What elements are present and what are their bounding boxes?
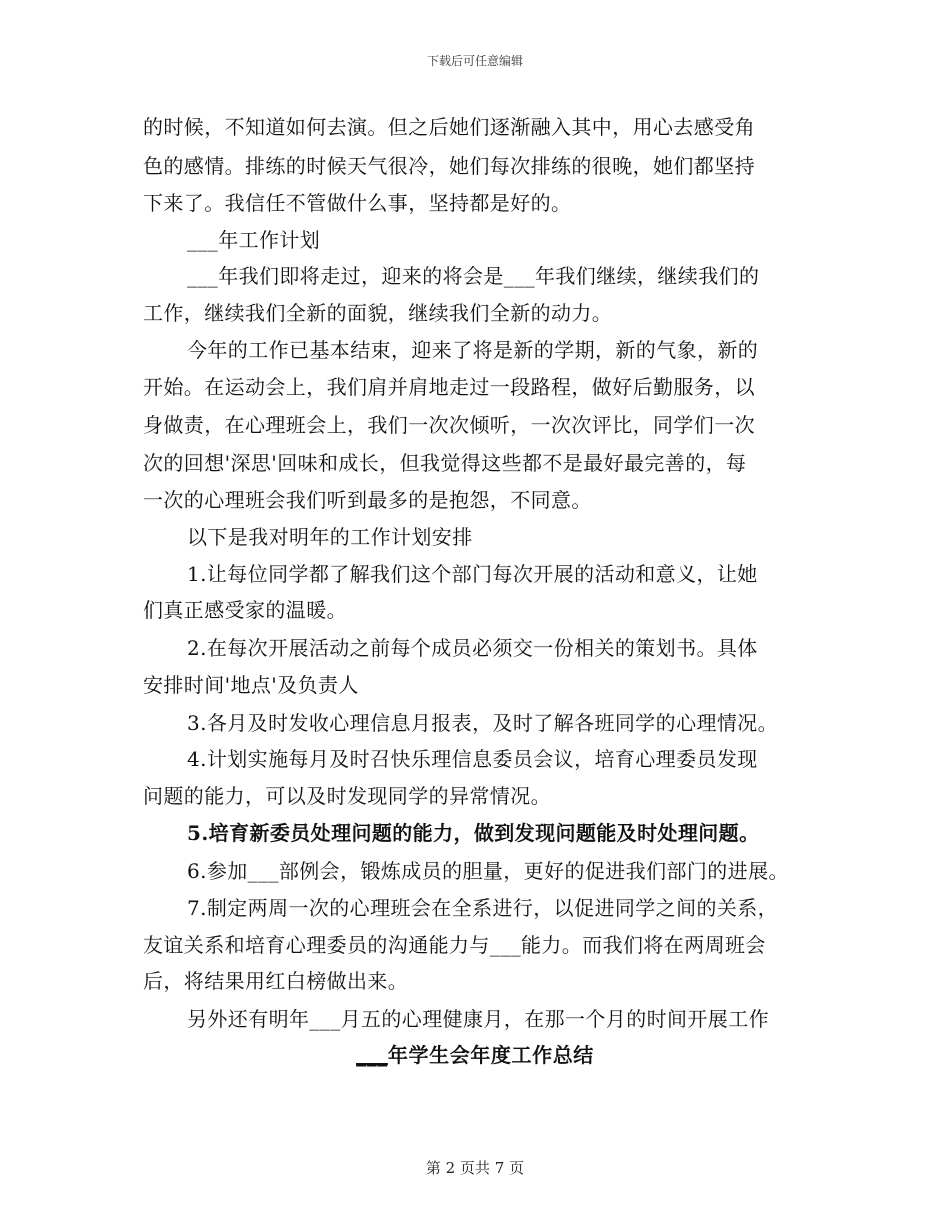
paragraph-line: 工作，继续我们全新的面貌，继续我们全新的动力。 xyxy=(143,301,613,325)
paragraph-line: 色的感情。排练的时候天气很冷，她们每次排练的很晚，她们都坚持 xyxy=(143,154,755,178)
paragraph-line: 今年的工作已基本结束，迎来了将是新的学期，新的气象，新的 xyxy=(187,338,759,362)
page-header: 下载后可任意编辑 xyxy=(426,54,523,68)
list-item: 1.让每位同学都了解我们这个部门每次开展的活动和意义，让她 xyxy=(187,562,758,586)
list-item-continuation: 问题的能力，可以及时发现同学的异常情况。 xyxy=(143,784,551,808)
list-item: 4.计划实施每月及时召快乐理信息委员会议，培育心理委员发现 xyxy=(187,747,758,771)
section-title xyxy=(0,1042,950,1068)
paragraph-line: 另外还有明年___月五的心理健康月，在那一个月的时间开展工作 xyxy=(187,1007,769,1031)
paragraph-line: 开始。在运动会上，我们肩并肩地走过一段路程，做好后勤服务，以 xyxy=(143,375,755,399)
list-item: 2.在每次开展活动之前每个成员必须交一份相关的策划书。具体 xyxy=(187,636,758,660)
title-blank: ___ xyxy=(356,1043,388,1067)
paragraph-line: 下来了。我信任不管做什么事，坚持都是好的。 xyxy=(143,191,572,215)
list-item: 3.各月及时发收心理信息月报表，及时了解各班同学的心理情况。 xyxy=(187,711,779,735)
title-text: 年学生会年度工作总结 xyxy=(387,1043,594,1067)
list-item-continuation: 后，将结果用红白榜做出来。 xyxy=(143,969,409,993)
paragraph-line: 的时候，不知道如何去演。但之后她们逐渐融入其中，用心去感受角 xyxy=(143,115,755,139)
page-footer: 第 2 页共 7 页 xyxy=(425,1159,525,1177)
paragraph-line: 一次的心理班会我们听到最多的是抱怨，不同意。 xyxy=(143,488,592,512)
list-item-continuation: 友谊关系和培育心理委员的沟通能力与___能力。而我们将在两周班会 xyxy=(143,933,766,957)
paragraph-line: 身做责，在心理班会上，我们一次次倾听，一次次评比，同学们一次 xyxy=(143,413,755,437)
list-item-continuation: 们真正感受家的温暖。 xyxy=(143,598,347,622)
list-item: 7.制定两周一次的心理班会在全系进行，以促进同学之间的关系， xyxy=(187,896,779,920)
list-item: 6.参加___部例会，锻炼成员的胆量，更好的促进我们部门的进展。 xyxy=(187,859,789,883)
list-item-bold: 5.培育新委员处理问题的能力，做到发现问题能及时处理问题。 xyxy=(187,821,760,845)
list-item-continuation: 安排时间'地点'及负责人 xyxy=(143,673,359,697)
section-heading: ___年工作计划 xyxy=(187,228,321,252)
paragraph-line: 以下是我对明年的工作计划安排 xyxy=(187,525,473,549)
paragraph-line: ___年我们即将走过，迎来的将会是___年我们继续，继续我们的 xyxy=(187,264,760,288)
paragraph-line: 次的回想'深思'回味和成长，但我觉得这些都不是最好最完善的，每 xyxy=(143,451,747,475)
